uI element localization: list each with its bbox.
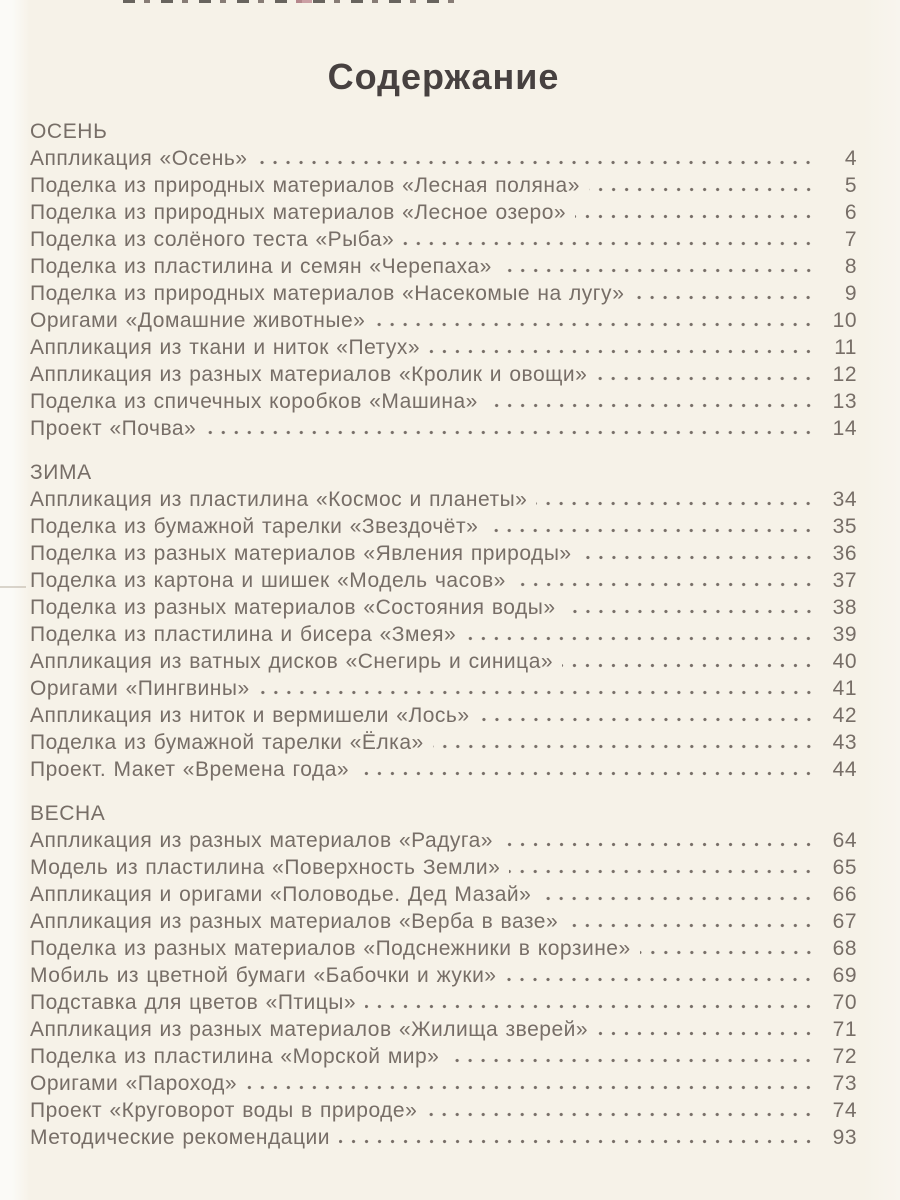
toc-page-number: 14 [832,417,857,440]
scan-artifact-top-edge [123,0,465,3]
toc-page-number: 65 [832,856,857,879]
toc-row-label: Оригами «Пароход» [30,1072,238,1095]
toc-row-label: Поделка из пластилина и семян «Черепаха» [30,255,492,278]
toc-page-number: 73 [832,1072,857,1095]
toc-leader-dots [256,160,815,165]
toc-leader-dots [509,869,815,874]
toc-leader-dots [501,268,815,273]
toc-content [30,57,857,1151]
toc-row [30,567,857,594]
toc-row-label: Проект. Макет «Времена года» [30,758,350,781]
toc [30,118,857,1151]
scan-artifact-speck [296,0,312,3]
toc-row [30,172,857,199]
toc-leader-dots [596,376,815,381]
toc-row-label: Поделка из спичечных коробков «Машина» [30,390,478,413]
toc-row-label: Поделка из природных материалов «Лесная поляна» [30,174,580,197]
toc-page-number: 34 [832,488,857,511]
toc-page-number: 72 [832,1045,857,1068]
toc-page-number: 71 [832,1018,857,1041]
toc-page-number: 43 [832,731,857,754]
toc-row-label: Поделка из природных материалов «Лесное озеро» [30,201,567,224]
toc-leader-dots [540,896,815,901]
section-items [30,827,857,1151]
toc-leader-dots [581,555,815,560]
section-header: ВЕСНА [30,802,106,825]
toc-leader-dots [358,771,815,776]
toc-leader-dots [589,187,815,192]
toc-row [30,486,857,513]
toc-leader-dots [487,528,815,533]
toc-row [30,145,857,172]
toc-page-number: 8 [844,255,857,278]
toc-row-label: Методические рекомендации [30,1126,330,1149]
toc-page-number: 6 [844,201,857,224]
toc-row [30,962,857,989]
toc-row-label: Аппликация из ватных дисков «Снегирь и синица» [30,650,554,673]
toc-row [30,226,857,253]
toc-page-number: 67 [832,910,857,933]
toc-row [30,702,857,729]
toc-row [30,307,857,334]
toc-leader-dots [567,923,815,928]
toc-row-label: Проект «Почва» [30,417,197,440]
toc-row-label: Мобиль из цветной бумаги «Бабочки и жуки» [30,964,497,987]
toc-page-number: 9 [844,282,857,305]
toc-row-label: Поделка из бумажной тарелки «Звездочёт» [30,515,479,538]
toc-leader-dots [246,1085,815,1090]
toc-page-number: 70 [832,991,857,1014]
toc-page-number: 39 [832,623,857,646]
toc-row-label: Аппликация из разных материалов «Радуга» [30,829,493,852]
toc-leader-dots [536,501,815,506]
page-title: Содержание [327,56,560,97]
toc-row [30,908,857,935]
toc-row-label: Аппликация из ткани и ниток «Петух» [30,336,421,359]
toc-row [30,1070,857,1097]
toc-page-number: 11 [834,336,857,359]
toc-row-label: Поделка из разных материалов «Подснежники в корзине» [30,937,631,960]
toc-leader-dots [479,717,815,722]
toc-page-number: 4 [844,147,857,170]
toc-row-label: Поделка из пластилина «Морской мир» [30,1045,440,1068]
toc-row-label: Аппликация и оригами «Половодье. Дед Мазай» [30,883,532,906]
toc-leader-dots [505,977,815,982]
toc-row [30,1016,857,1043]
toc-row [30,648,857,675]
toc-row [30,1097,857,1124]
section-header: ОСЕНЬ [30,120,108,143]
toc-row [30,540,857,567]
toc-leader-dots [597,1031,815,1036]
toc-page-number: 5 [844,174,857,197]
toc-row-label: Поделка из разных материалов «Состояния воды» [30,596,556,619]
scan-crease [0,586,26,588]
toc-row [30,756,857,783]
toc-page-number: 42 [832,704,857,727]
section-header: ЗИМА [30,461,92,484]
toc-row [30,881,857,908]
toc-row [30,729,857,756]
toc-leader-dots [205,430,815,435]
toc-row-label: Поделка из разных материалов «Явления природы» [30,542,572,565]
toc-leader-dots [633,295,815,300]
toc-leader-dots [339,1139,815,1144]
toc-page-number: 66 [832,883,857,906]
toc-page-number: 40 [832,650,857,673]
toc-page-number: 10 [832,309,857,332]
toc-row [30,935,857,962]
toc-row-label: Аппликация из разных материалов «Верба в вазе» [30,910,559,933]
toc-row-label: Проект «Круговорот воды в природе» [30,1099,418,1122]
toc-row [30,253,857,280]
toc-row [30,594,857,621]
toc-row [30,388,857,415]
toc-row-label: Поделка из пластилина и бисера «Змея» [30,623,457,646]
toc-page-number: 41 [832,677,857,700]
toc-row-label: Аппликация из разных материалов «Жилища зверей» [30,1018,589,1041]
toc-row [30,854,857,881]
toc-leader-dots [640,950,815,955]
section-items [30,145,857,442]
toc-page-number: 69 [832,964,857,987]
toc-row-label: Поделка из природных материалов «Насекомые на лугу» [30,282,625,305]
toc-row [30,280,857,307]
toc-section [30,118,857,442]
toc-row-label: Аппликация «Осень» [30,147,248,170]
section-items [30,486,857,783]
toc-row-label: Аппликация из ниток и вермишели «Лось» [30,704,470,727]
toc-row [30,989,857,1016]
toc-row-label: Оригами «Домашние животные» [30,309,366,332]
toc-leader-dots [374,322,815,327]
toc-leader-dots [565,609,815,614]
toc-row [30,415,857,442]
toc-page-number: 35 [832,515,857,538]
toc-section [30,459,857,783]
toc-leader-dots [365,1004,815,1009]
toc-row-label: Оригами «Пингвины» [30,677,250,700]
toc-row-label: Аппликация из разных материалов «Кролик и овощи» [30,363,588,386]
toc-row [30,1124,857,1151]
toc-page-number: 37 [832,569,857,592]
toc-page-number: 12 [832,363,857,386]
toc-row-label: Модель из пластилина «Поверхность Земли» [30,856,501,879]
toc-leader-dots [515,582,815,587]
toc-page-number: 36 [832,542,857,565]
toc-section [30,800,857,1151]
toc-row [30,827,857,854]
toc-row [30,199,857,226]
toc-row-label: Аппликация из пластилина «Космос и планеты» [30,488,528,511]
toc-page-number: 64 [832,829,857,852]
toc-row-label: Подставка для цветов «Птицы» [30,991,357,1014]
toc-leader-dots [429,349,815,354]
toc-row-label: Поделка из картона и шишек «Модель часов» [30,569,506,592]
toc-row [30,621,857,648]
toc-row [30,1043,857,1070]
toc-leader-dots [575,214,815,219]
toc-row-label: Поделка из бумажной тарелки «Ёлка» [30,731,424,754]
toc-row [30,513,857,540]
toc-row [30,361,857,388]
toc-leader-dots [448,1058,815,1063]
toc-leader-dots [502,842,815,847]
toc-page-number: 44 [832,758,857,781]
toc-page-number: 93 [832,1126,857,1149]
toc-leader-dots [403,241,815,246]
toc-page-number: 74 [832,1099,857,1122]
toc-page-number: 7 [844,228,857,251]
toc-leader-dots [465,636,815,641]
toc-row-label: Поделка из солёного теста «Рыба» [30,228,395,251]
toc-leader-dots [433,744,815,749]
toc-row [30,334,857,361]
toc-row [30,675,857,702]
toc-leader-dots [259,690,815,695]
toc-leader-dots [426,1112,815,1117]
toc-page-number: 68 [832,937,857,960]
toc-leader-dots [487,403,815,408]
toc-page-number: 13 [832,390,857,413]
toc-page-number: 38 [832,596,857,619]
toc-leader-dots [562,663,815,668]
